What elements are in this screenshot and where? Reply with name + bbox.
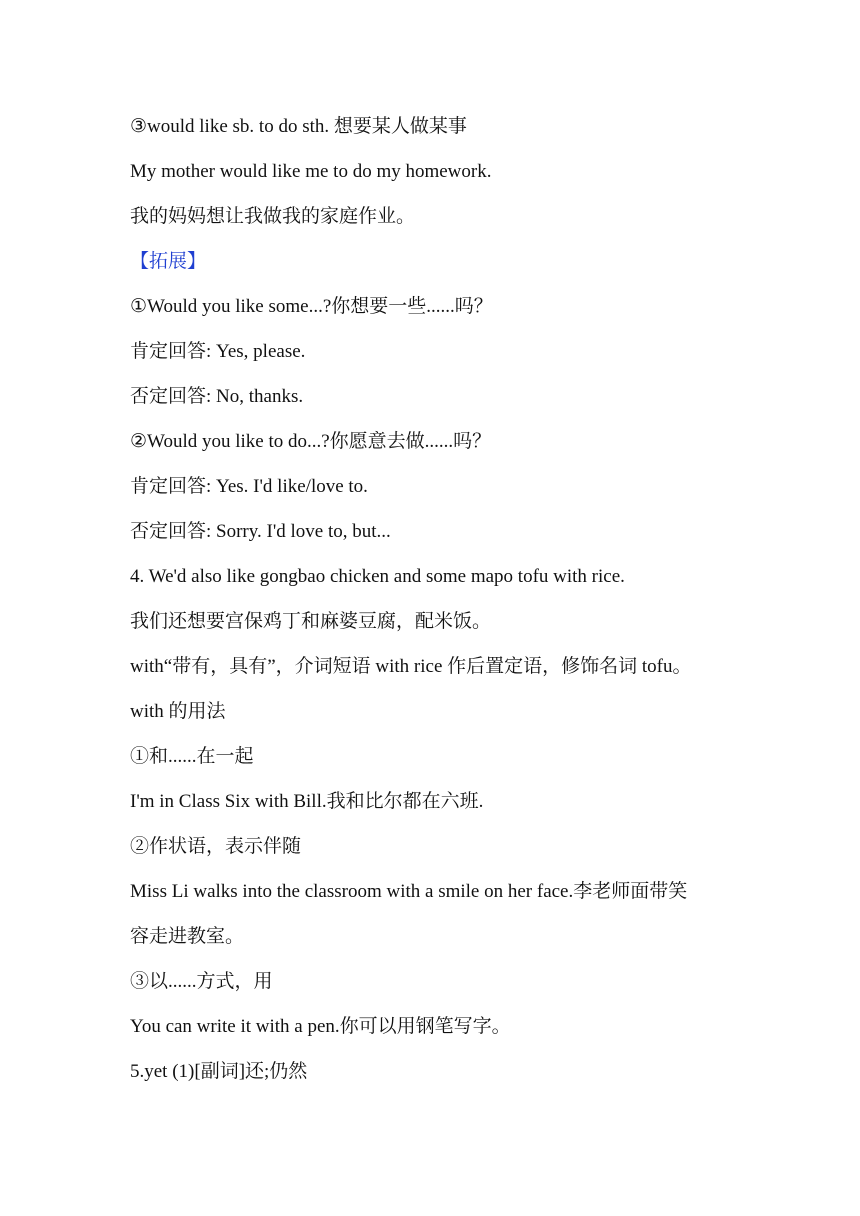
with-usage-2-example: Miss Li walks into the classroom with a smile on her face.李老师面带笑 bbox=[130, 881, 688, 902]
affirmative-answer-1: 肯定回答: Yes, please. bbox=[130, 341, 306, 362]
with-usage-2: ②作状语，表示伴随 bbox=[130, 836, 302, 857]
with-usage-1-example: I'm in Class Six with Bill.我和比尔都在六班. bbox=[130, 791, 484, 812]
extension-item-2: ②Would you like to do...?你愿意去做......吗？ bbox=[130, 431, 492, 452]
section-heading-extension: 【拓展】 bbox=[130, 251, 207, 272]
with-usage-3: ③以......方式，用 bbox=[130, 971, 273, 992]
with-usage-heading: with 的用法 bbox=[130, 701, 226, 722]
usage-3-would-like-sb-to-do: ③would like sb. to do sth. 想要某人做某事 bbox=[130, 116, 467, 137]
example-sentence-zh: 我的妈妈想让我做我的家庭作业。 bbox=[130, 206, 416, 227]
point-4-sentence-zh: 我们还想要宫保鸡丁和麻婆豆腐，配米饭。 bbox=[130, 611, 492, 632]
affirmative-answer-2: 肯定回答: Yes. I'd like/love to. bbox=[130, 476, 368, 497]
with-usage-3-example: You can write it with a pen.你可以用钢笔写字。 bbox=[130, 1016, 511, 1037]
with-explanation: with“带有，具有”，介词短语 with rice 作后置定语，修饰名词 tofu。 bbox=[130, 656, 692, 677]
negative-answer-2: 否定回答: Sorry. I'd love to, but... bbox=[130, 521, 391, 542]
point-4-sentence-en: 4. We'd also like gongbao chicken and some mapo tofu with rice. bbox=[130, 566, 625, 587]
example-sentence-en: My mother would like me to do my homework. bbox=[130, 161, 492, 182]
extension-item-1: ①Would you like some...?你想要一些......吗？ bbox=[130, 296, 493, 317]
point-5-yet: 5.yet (1)[副词]还;仍然 bbox=[130, 1061, 308, 1082]
with-usage-2-example-continued: 容走进教室。 bbox=[130, 926, 245, 947]
negative-answer-1: 否定回答: No, thanks. bbox=[130, 386, 304, 407]
with-usage-1: ①和......在一起 bbox=[130, 746, 254, 767]
document-page bbox=[130, 108, 750, 1098]
